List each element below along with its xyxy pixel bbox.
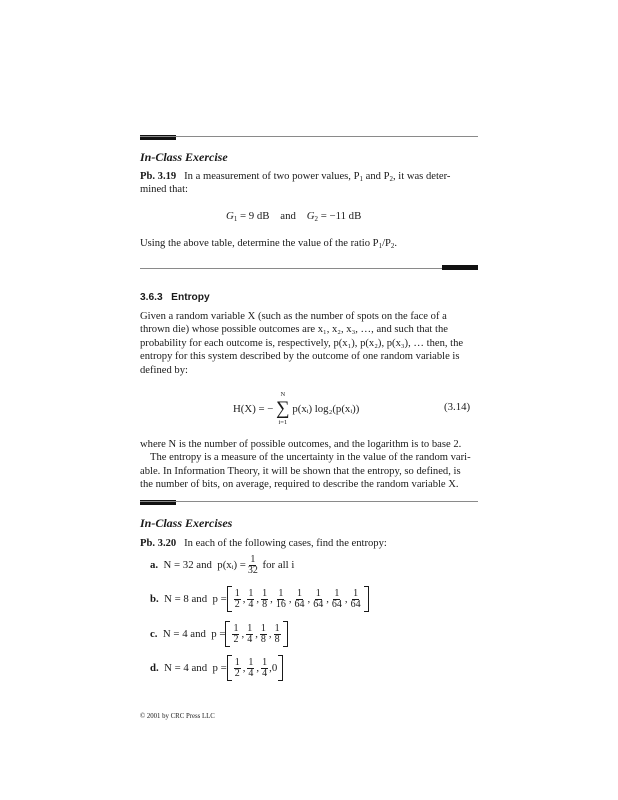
eq-rhs: p(xᵢ) log₂(p(xᵢ)): [292, 403, 360, 415]
fraction-num: 1: [260, 622, 266, 634]
section-title: Entropy: [171, 292, 210, 303]
mid-rule-thick: [442, 265, 478, 270]
problem-intro: In each of the following cases, find the entropy:: [184, 538, 387, 549]
q-pre: Using the above table, determine the value of the ratio P: [140, 238, 379, 249]
fraction-num: 1: [353, 587, 359, 599]
left-bracket: [225, 621, 230, 647]
fraction: [232, 624, 239, 645]
fraction-den: 8: [260, 633, 266, 645]
fraction-num: 1: [262, 656, 268, 668]
sub: 2: [389, 175, 393, 183]
fraction-den: 8: [262, 598, 268, 610]
problem-text-line2: mined that:: [140, 184, 188, 196]
right-bracket: [283, 621, 288, 647]
para-line: Given a random variable X (such as the number of spots on the face of a: [140, 311, 447, 322]
fraction-num: 1: [248, 656, 254, 668]
problem-label: Pb. 3.20: [140, 538, 177, 549]
fraction: [294, 589, 306, 610]
case-p: p =: [211, 628, 226, 640]
fraction: [261, 658, 268, 679]
comma: ,: [256, 662, 260, 674]
fraction-den: 4: [247, 633, 253, 645]
fraction-den: 8: [274, 633, 280, 645]
comma: ,: [268, 628, 272, 640]
fraction: [261, 589, 268, 610]
fraction: [312, 589, 324, 610]
eq-lhs: H(X) = −: [233, 403, 274, 415]
right-bracket: [278, 655, 283, 681]
q-mid: /P: [382, 238, 391, 249]
case-p: p =: [212, 662, 227, 674]
fraction: [350, 589, 362, 610]
comma: ,: [288, 593, 292, 605]
para-line: thrown die) whose possible outcomes are x₁, x₂, x₃, …, and such that the: [140, 324, 448, 336]
problem-text: In a measurement of two power values, P: [184, 171, 360, 182]
para-line: The entropy is a measure of the uncertainty in the value of the random vari-: [150, 452, 471, 464]
fraction-den: 64: [294, 598, 305, 610]
gain-equation: [226, 210, 361, 222]
comma: ,: [307, 593, 311, 605]
comma: ,: [242, 662, 246, 674]
and-word: and: [280, 210, 296, 222]
case-b: [150, 586, 369, 612]
case-text: N = 4 and: [162, 628, 206, 640]
fraction-den: 64: [313, 598, 324, 610]
probability-vector: [231, 624, 281, 645]
fraction-den: 2: [233, 633, 239, 645]
case-label: c.: [150, 628, 158, 640]
comma: ,: [241, 628, 245, 640]
fraction: [247, 658, 254, 679]
fraction-num: 1: [234, 587, 240, 599]
case-d: [150, 655, 283, 681]
fraction-den: 4: [248, 667, 254, 679]
g2: G: [306, 210, 315, 222]
comma: ,: [344, 593, 348, 605]
fraction: [260, 624, 267, 645]
fraction-num: 1: [297, 587, 303, 599]
fraction-den: 16: [275, 598, 286, 610]
fraction: [247, 589, 254, 610]
and-text: and P: [363, 171, 390, 182]
sum-top: N: [280, 391, 286, 398]
fraction-num: 1: [233, 622, 239, 634]
problem-text-tail: , it was deter-: [392, 171, 451, 182]
g1-value: = 9 dB: [237, 210, 270, 222]
problem-label: Pb. 3.19: [140, 171, 177, 182]
case-label: d.: [150, 662, 159, 674]
case-p: p(xᵢ) =: [217, 559, 246, 571]
comma: ,: [256, 593, 260, 605]
sum-bottom: i=1: [278, 419, 288, 426]
problem-3-20: [140, 537, 478, 550]
comma: ,: [326, 593, 329, 605]
fraction-den: 32: [247, 564, 258, 576]
para-line: probability for each outcome is, respectively, p(x₁), p(x₂), p(x₃), … then, the: [140, 337, 464, 349]
para-line: defined by:: [140, 364, 188, 376]
sub: 1: [378, 242, 383, 250]
para-line: able. In Information Theory, it will be shown that the entropy, so defined, is: [140, 465, 461, 477]
fraction: [234, 658, 241, 679]
fraction-den: 64: [350, 598, 361, 610]
problem-3-19: [140, 170, 478, 197]
fraction: [246, 624, 253, 645]
fraction-den: 4: [262, 667, 268, 679]
case-a: [150, 552, 294, 578]
fraction-num: 1: [274, 622, 280, 634]
g1: G: [226, 210, 234, 222]
right-bracket: [364, 586, 369, 612]
comma: ,: [269, 662, 272, 674]
comma: ,: [242, 593, 246, 605]
exercises-heading: In-Class Exercises: [140, 516, 233, 530]
sum-symbol: N ∑ i=1: [276, 391, 290, 426]
case-text: N = 8 and: [164, 593, 208, 605]
section-heading: [140, 292, 210, 303]
entropy-equation: [233, 390, 359, 426]
fraction-den: 4: [248, 598, 254, 610]
section-number: 3.6.3: [140, 292, 163, 303]
fraction-num: 1: [248, 587, 254, 599]
para-line: where N is the number of possible outcomes, and the logarithm is to base 2.: [140, 439, 462, 450]
copyright-footer: © 2001 by CRC Press LLC: [140, 713, 215, 720]
case-label: b.: [150, 593, 159, 605]
fraction-den: 2: [234, 667, 240, 679]
comma: ,: [270, 593, 273, 605]
sub: 2: [390, 242, 395, 250]
case-tail: for all i: [262, 559, 295, 571]
para-line: entropy for this system described by the outcome of one random variable is: [140, 351, 460, 363]
exercise-heading: In-Class Exercise: [140, 150, 228, 164]
last-entry: 0: [271, 662, 278, 674]
fraction: [274, 624, 281, 645]
question-text: [140, 237, 478, 250]
fraction-num: 1: [262, 587, 268, 599]
sub: 2: [314, 215, 318, 223]
fraction-den: 64: [331, 598, 342, 610]
fraction: [234, 589, 241, 610]
equation-number: (3.14): [444, 401, 471, 413]
probability-vector: [233, 589, 363, 610]
case-c: [150, 621, 288, 647]
entropy-paragraph: [140, 310, 478, 377]
fraction-num: 1: [278, 587, 284, 599]
fraction: [247, 555, 259, 576]
sub: 1: [233, 215, 238, 223]
fraction: [331, 589, 343, 610]
left-bracket: [227, 586, 232, 612]
fraction-num: 1: [334, 587, 340, 599]
case-p: p =: [212, 593, 227, 605]
g2-value: = −11 dB: [318, 210, 362, 222]
para-line: the number of bits, on average, required to describe the random variable X.: [140, 479, 459, 491]
case-text: N = 32 and: [163, 559, 212, 571]
fraction-num: 1: [250, 553, 256, 565]
top-rule-thin: [140, 136, 478, 137]
fraction-num: 1: [247, 622, 253, 634]
case-text: N = 4 and: [164, 662, 208, 674]
q-end: .: [394, 238, 398, 249]
fraction: [275, 589, 287, 610]
sub: 1: [359, 175, 363, 183]
case-label: a.: [150, 559, 159, 571]
probability-vector: [233, 658, 269, 679]
mid-rule-thin: [140, 268, 478, 269]
fraction-den: 2: [234, 598, 240, 610]
lower-rule-thin: [140, 501, 478, 502]
left-bracket: [227, 655, 232, 681]
entropy-paragraph-2: [140, 438, 478, 492]
fraction-num: 1: [315, 587, 321, 599]
comma: ,: [255, 628, 258, 640]
fraction-num: 1: [234, 656, 240, 668]
